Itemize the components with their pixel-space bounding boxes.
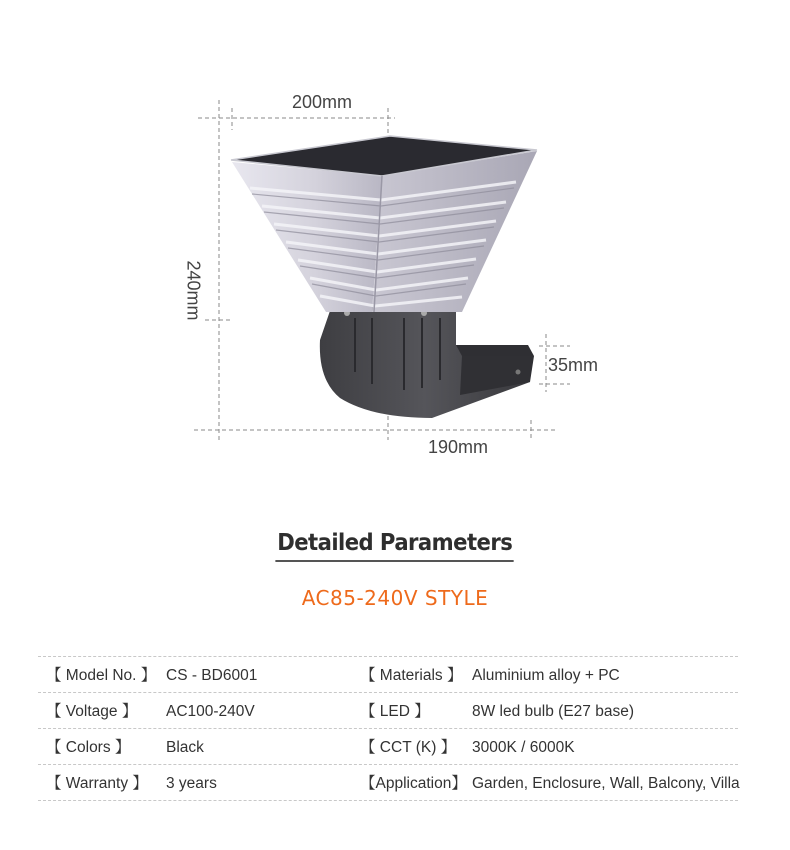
- lamp-bracket: [320, 305, 534, 418]
- param-label: 【 CCT (K) 】: [360, 739, 457, 756]
- param-label: 【 Model No. 】: [46, 667, 157, 684]
- depth-dimension: 35mm: [548, 355, 599, 375]
- param-value: 8W led bulb (E27 base): [472, 703, 634, 720]
- param-value: Aluminium alloy + PC: [472, 667, 620, 684]
- param-label: 【 LED 】: [360, 703, 430, 720]
- param-value: CS - BD6001: [166, 667, 258, 684]
- param-label: 【 Voltage 】: [46, 703, 138, 720]
- page-title: Detailed Parameters: [276, 530, 515, 562]
- table-row: [38, 764, 738, 801]
- param-label: 【 Warranty 】: [46, 775, 148, 792]
- height-dimension: 240mm: [183, 260, 204, 321]
- lamp-shade: [231, 136, 537, 312]
- param-label: 【Application】: [360, 775, 467, 792]
- base-dimension: 190mm: [428, 437, 489, 457]
- section-heading: [0, 530, 790, 562]
- param-value: 3000K / 6000K: [472, 739, 575, 756]
- width-dimension: 200mm: [292, 92, 353, 112]
- table-row: [38, 656, 738, 692]
- table-row: [38, 728, 738, 764]
- parameters-table: [38, 656, 738, 801]
- table-row: [38, 692, 738, 728]
- param-label: 【 Materials 】: [360, 667, 463, 684]
- param-value: Garden, Enclosure, Wall, Balcony, Villa: [472, 775, 740, 792]
- param-value: 3 years: [166, 775, 217, 792]
- style-subtitle: AC85-240V STYLE: [301, 586, 489, 610]
- param-value: AC100-240V: [166, 703, 255, 720]
- param-value: Black: [166, 739, 204, 756]
- param-label: 【 Colors 】: [46, 739, 131, 756]
